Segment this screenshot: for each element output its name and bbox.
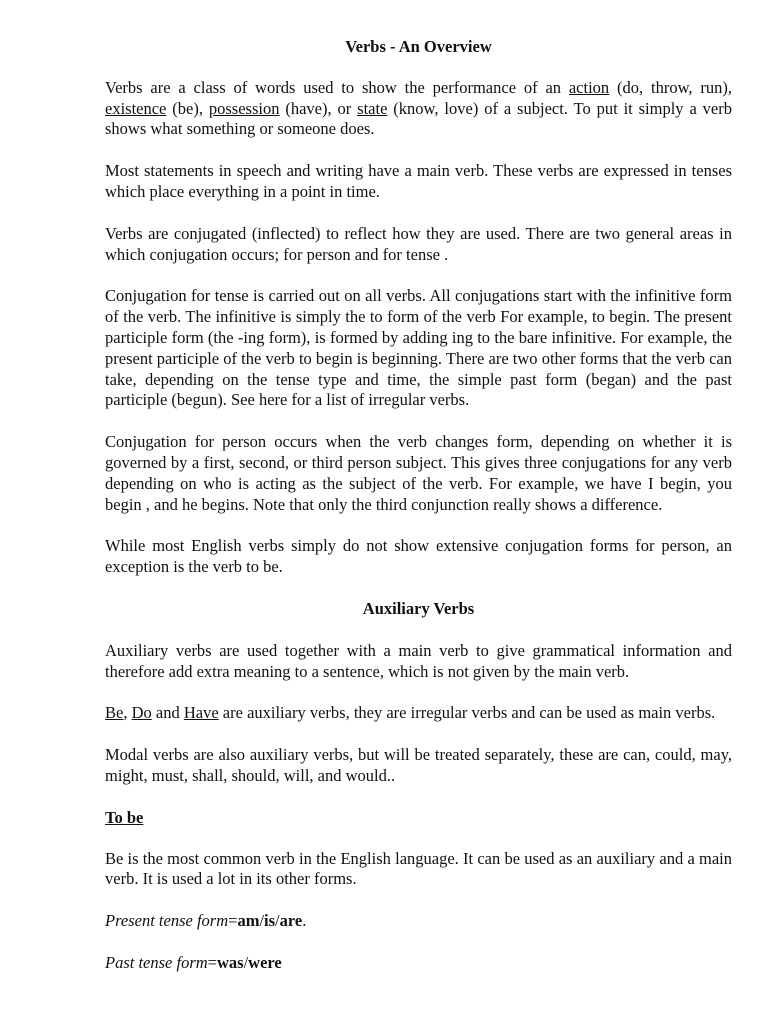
text-span: are auxiliary verbs, they are irregular verbs and can be used as main verbs. (218, 703, 716, 723)
text-span: (do, throw, run), (609, 77, 732, 97)
paragraph-be-do-have (105, 703, 732, 724)
text-span: = (228, 911, 238, 931)
document-title: Verbs - An Overview (345, 37, 492, 56)
document-page (105, 37, 732, 995)
underlined-existence: existence (105, 98, 167, 118)
text-span: , (123, 703, 132, 723)
paragraph-auxiliary-definition: Auxiliary verbs are used together with a main verb to give grammatical information and therefore add extra meaning to a sentence, which is not given by the main verb. (105, 640, 732, 681)
underlined-state: state (357, 98, 388, 118)
paragraph-conjugation-tense: Conjugation for tense is carried out on all verbs. All conjugations start with the infinitive form of the verb. The infinitive is simply the to form of the verb For example, to begin. The present participle form (the -ing form), is formed by adding ing to the bare infinitive. For example, the present participle of the verb to begin is beginning. There are two other forms that the verb can take, depending on the tense type and time, the simple past form (began) and the past participle (begun). See here for a list of irregular verbs. (105, 286, 732, 410)
paragraph-exception-to-be: While most English verbs simply do not show extensive conjugation forms for person, an exception is the verb to be. (105, 536, 732, 577)
text-span: Verbs are a class of words used to show the performance of an (105, 77, 569, 97)
past-tense-line (105, 953, 732, 974)
paragraph-be-common: Be is the most common verb in the English language. It can be used as an auxiliary and a main verb. It is used a lot in its other forms. (105, 848, 732, 889)
underlined-action: action (568, 77, 610, 97)
form-are: are (279, 911, 303, 931)
text-span: / (259, 911, 265, 931)
underlined-be: Be (105, 703, 124, 723)
auxiliary-verbs-heading: Auxiliary Verbs (362, 598, 475, 618)
underlined-have: Have (183, 703, 219, 723)
text-span: and (151, 703, 184, 723)
paragraph-modal-verbs: Modal verbs are also auxiliary verbs, but will be treated separately, these are can, could, may, might, must, shall, should, will, and would.. (105, 745, 732, 785)
text-span: / (243, 952, 249, 972)
present-tense-label: Present tense form (105, 911, 229, 931)
paragraph-main-verb: Most statements in speech and writing have a main verb. These verbs are expressed in tenses which place everything in a point in time. (105, 161, 732, 201)
past-tense-label: Past tense form (105, 952, 208, 972)
paragraph-conjugated: Verbs are conjugated (inflected) to reflect how they are used. There are two general areas in which conjugation occurs; for person and for tense . (105, 223, 732, 264)
form-am: am (237, 911, 260, 931)
text-span: . (302, 911, 307, 931)
form-is: is (264, 911, 276, 931)
paragraph-verbs-definition (105, 78, 732, 140)
text-span: (know, love) of a subject. To put it simply a verb shows what something or someone does. (105, 98, 732, 139)
paragraph-conjugation-person: Conjugation for person occurs when the verb changes form, depending on whether it is governed by a first, second, or third person subject. This gives three conjugations for any verb depending on who is acting as the subject of the verb. For example, we have I begin, you begin , and he begins. Note that only the third conjunction really shows a difference. (105, 432, 732, 514)
underlined-possession: possession (208, 98, 280, 118)
to-be-heading: To be (105, 807, 144, 827)
text-span: / (275, 911, 280, 931)
text-span: = (207, 952, 217, 972)
form-were: were (248, 952, 282, 972)
text-span: (have), or (279, 98, 358, 118)
present-tense-line (105, 911, 732, 932)
text-span: (be), (166, 98, 209, 118)
form-was: was (216, 952, 244, 972)
underlined-do: Do (131, 703, 152, 723)
